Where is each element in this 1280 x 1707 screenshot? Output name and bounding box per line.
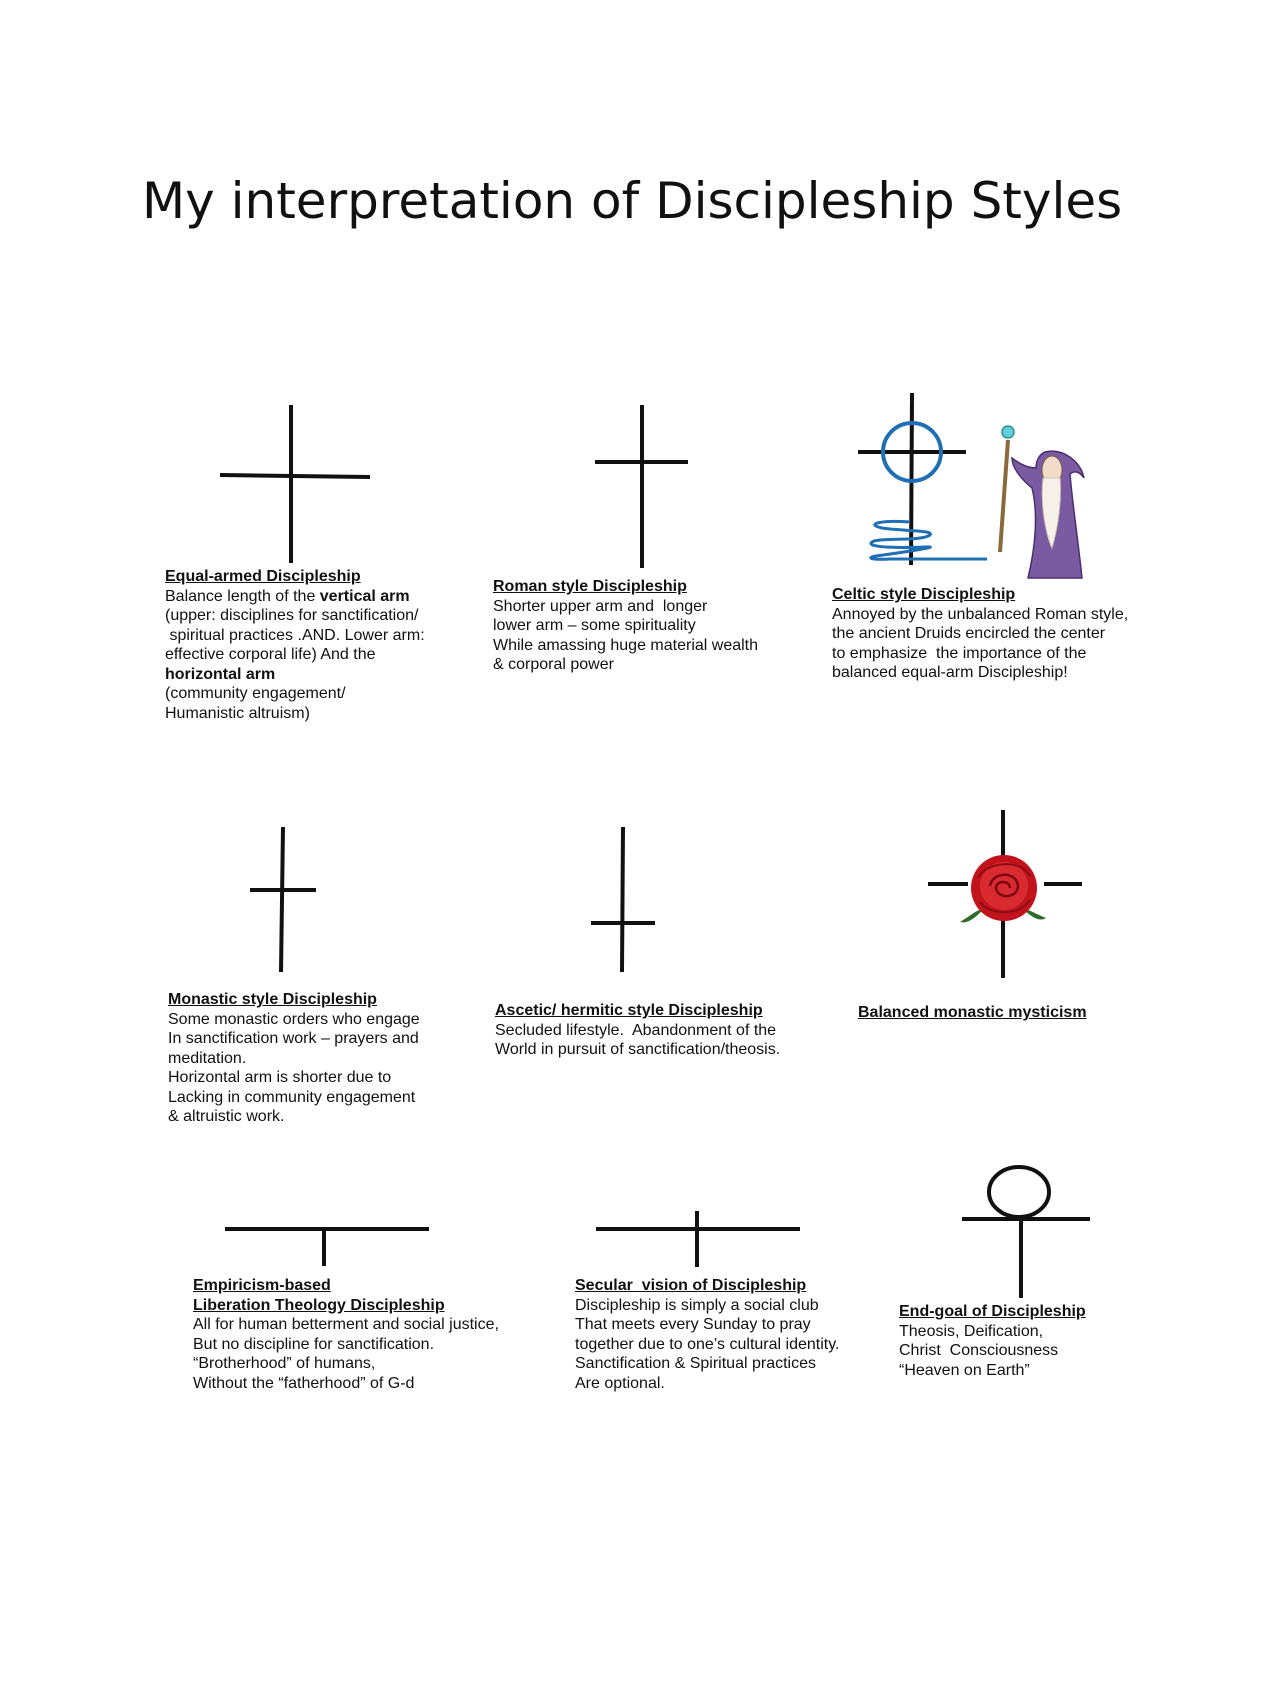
caption-line: Christ Consciousness: [899, 1342, 1059, 1359]
caption-line: (upper: disciplines for sanctification/: [165, 607, 419, 624]
caption-line: Annoyed by the unbalanced Roman style,: [832, 605, 1129, 623]
panel-ascetic: [495, 1001, 780, 1060]
caption-line: lower arm – some spirituality: [493, 617, 696, 634]
caption-line: (community engagement/: [165, 685, 346, 702]
caption-line: spiritual practices .AND. Lower arm:: [165, 626, 425, 644]
caption-line: Secluded lifestyle. Abandonment of the: [495, 1021, 777, 1039]
secular-cross-icon: [596, 1211, 800, 1267]
wizard-icon: [1000, 426, 1084, 578]
panel-heading: Equal-armed Discipleship: [165, 568, 361, 585]
caption-line: together due to one’s cultural identity.: [575, 1335, 840, 1353]
panel-heading: Roman style Discipleship: [493, 578, 687, 595]
caption-line: the ancient Druids encircled the center: [832, 625, 1106, 642]
caption-line: Shorter upper arm and longer: [493, 597, 708, 615]
panel-end-goal: [899, 1302, 1086, 1380]
caption-line: Horizontal arm is shorter due to: [168, 1069, 392, 1086]
caption-line: In sanctification work – prayers and: [168, 1030, 419, 1047]
caption-line: “Brotherhood” of humans,: [193, 1355, 376, 1372]
caption-line: Balance length of the vertical arm: [165, 587, 410, 605]
ankh-icon: [962, 1167, 1090, 1298]
page-title: My interpretation of Discipleship Styles: [142, 172, 1123, 230]
caption-line: But no discipline for sanctification.: [193, 1335, 435, 1353]
caption-line: & altruistic work.: [168, 1108, 285, 1125]
panel-heading: Ascetic/ hermitic style Discipleship: [495, 1002, 763, 1019]
caption-line: & corporal power: [493, 656, 614, 673]
panel-monastic: [168, 990, 420, 1127]
caption-line: Sanctification & Spiritual practices: [575, 1355, 816, 1372]
caption-line: meditation.: [168, 1049, 247, 1067]
caption-line: While amassing huge material wealth: [493, 636, 759, 654]
celtic-cross-icon: [858, 393, 987, 565]
caption-line: Theosis, Deification,: [899, 1322, 1044, 1340]
monastic-cross-icon: [250, 827, 316, 972]
caption-line: Discipleship is simply a social club: [575, 1296, 819, 1314]
caption-line: to emphasize the importance of the: [832, 644, 1087, 662]
caption-line: “Heaven on Earth”: [899, 1361, 1030, 1379]
panel-heading: Empiricism-based: [193, 1277, 331, 1294]
equal-armed-cross-icon: [220, 405, 370, 563]
panel-celtic: [832, 585, 1128, 683]
caption-line: Humanistic altruism): [165, 704, 310, 722]
panel-balanced: [858, 1003, 1087, 1023]
rose-icon: [960, 855, 1046, 922]
caption-line: Some monastic orders who engage: [168, 1010, 420, 1028]
empiricism-t-icon: [225, 1229, 429, 1266]
panel-roman: [493, 577, 758, 675]
caption-line: Are optional.: [575, 1374, 665, 1392]
caption-line: balanced equal-arm Discipleship!: [832, 664, 1068, 681]
panel-secular: [575, 1276, 839, 1393]
roman-cross-icon: [595, 405, 688, 568]
caption-line: Without the “fatherhood” of G-d: [193, 1374, 415, 1392]
panel-heading: Monastic style Discipleship: [168, 991, 377, 1008]
caption-line: World in pursuit of sanctification/theosis.: [495, 1041, 781, 1058]
ascetic-cross-icon: [591, 827, 655, 972]
panel-equal-armed: [165, 567, 425, 723]
caption-line: Lacking in community engagement: [168, 1088, 416, 1106]
panel-heading: Celtic style Discipleship: [832, 586, 1016, 603]
caption-line: horizontal arm: [165, 665, 276, 683]
caption-line: That meets every Sunday to pray: [575, 1316, 811, 1333]
panel-empiricism: [193, 1276, 499, 1393]
panel-heading: Balanced monastic mysticism: [858, 1004, 1087, 1021]
panel-heading-line-2: Liberation Theology Discipleship: [193, 1296, 445, 1314]
caption-line: effective corporal life) And the: [165, 646, 376, 663]
panel-heading: End-goal of Discipleship: [899, 1303, 1086, 1320]
caption-line: All for human betterment and social justice,: [193, 1316, 499, 1333]
panel-heading: Secular vision of Discipleship: [575, 1277, 807, 1294]
